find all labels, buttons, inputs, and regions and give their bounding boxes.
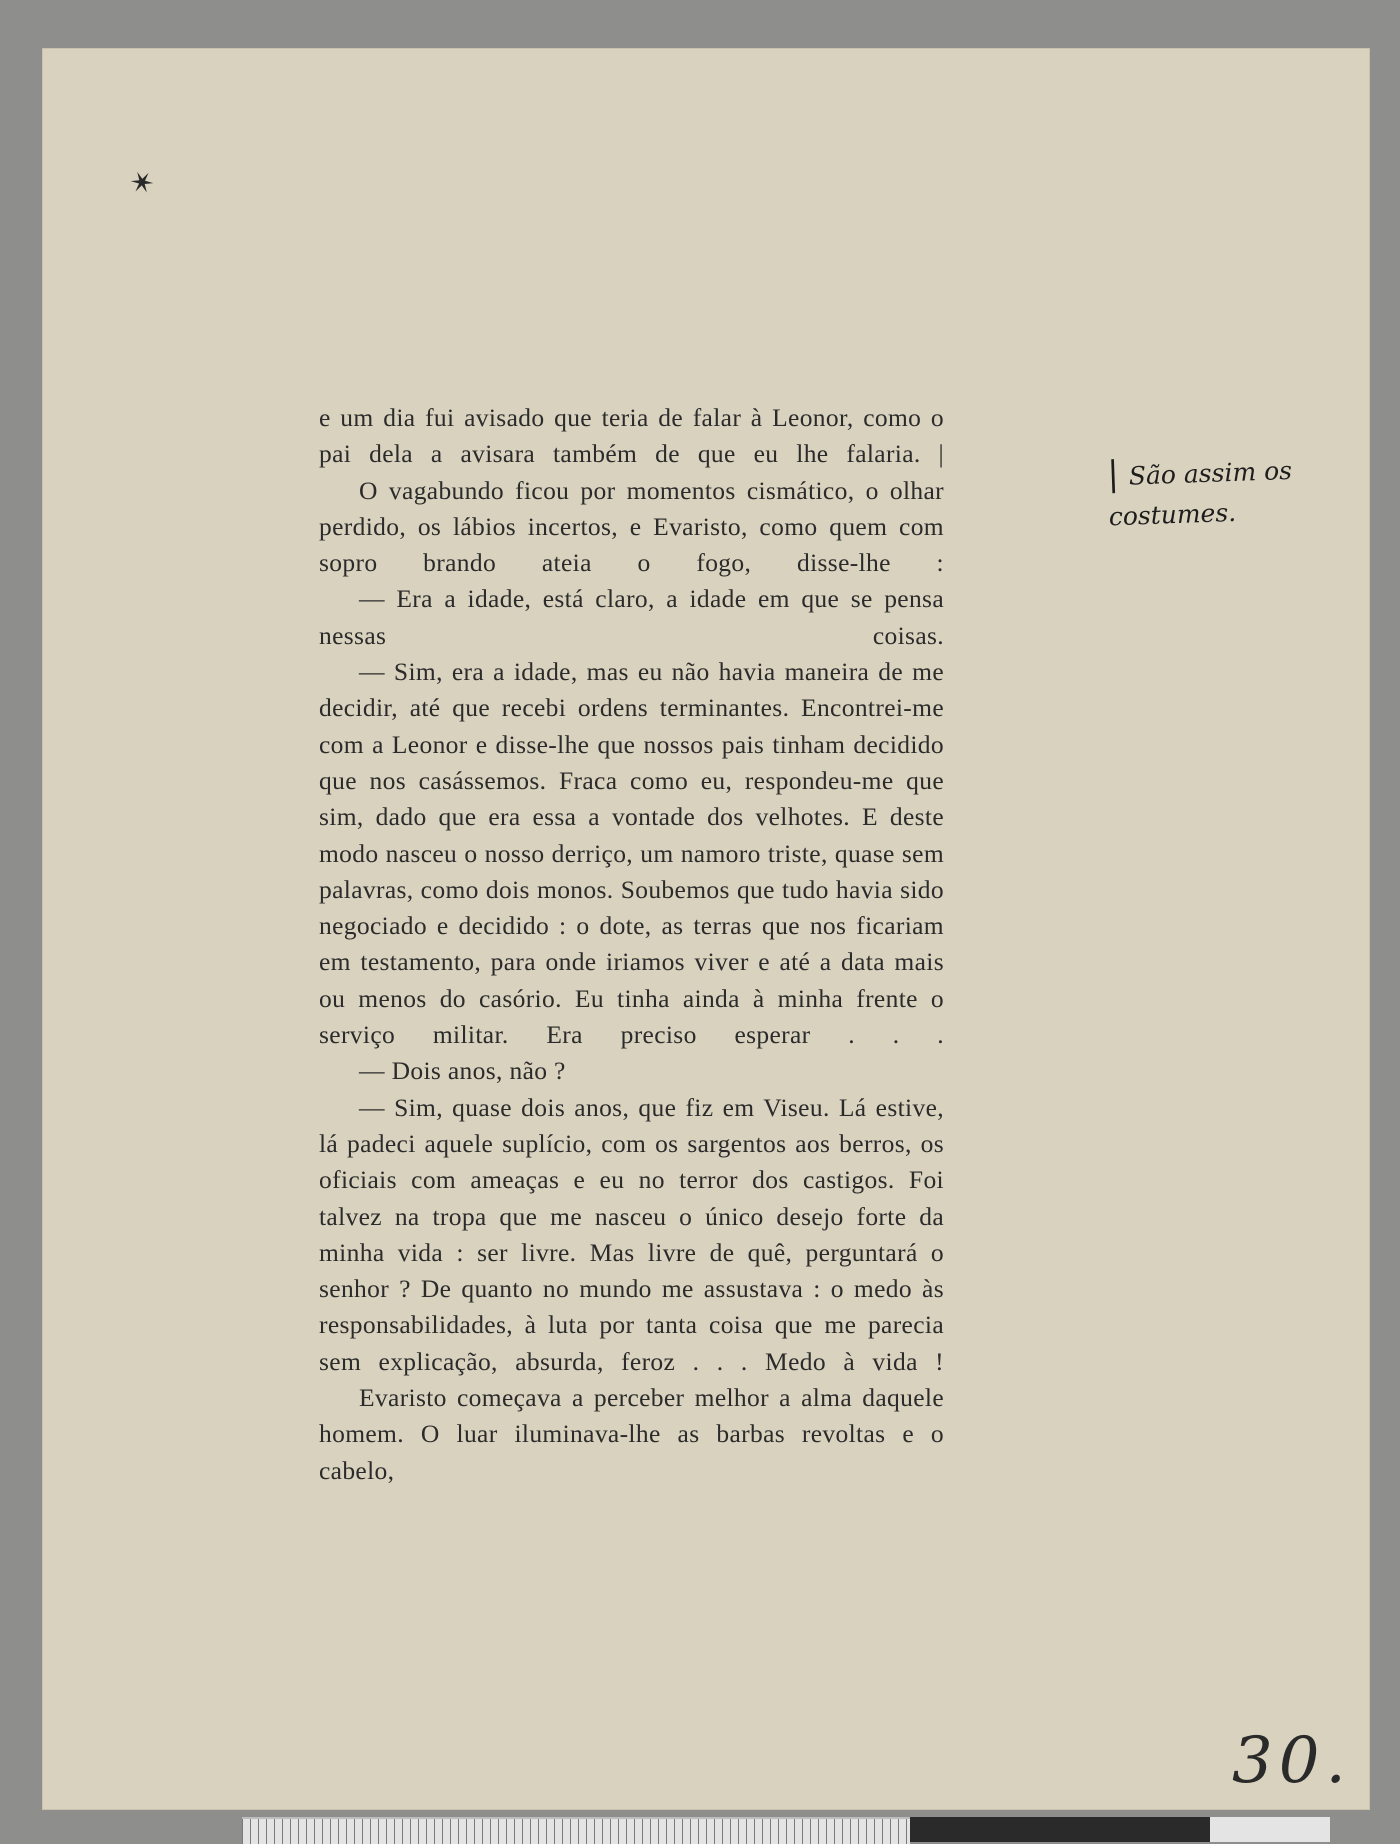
manuscript-page bbox=[42, 48, 1370, 1810]
body-text bbox=[319, 400, 944, 1489]
margin-note-bar: | bbox=[1106, 453, 1120, 495]
ruler-dark-segment bbox=[910, 1817, 1210, 1842]
paragraph-5: — Dois anos, não ? bbox=[359, 1056, 566, 1086]
ruler-ticks bbox=[242, 1817, 910, 1844]
margin-note-text: São assim os costumes. bbox=[1108, 455, 1293, 532]
page-number: 30. bbox=[1232, 1724, 1352, 1798]
scale-ruler bbox=[242, 1817, 1330, 1842]
ink-mark-icon: ✶ bbox=[124, 163, 161, 204]
paragraph-2: O vagabundo ficou por momentos cismático, o olhar perdido, os lábios incertos, e Evaristo, como quem com sopro brando ateia o fogo, disse-lhe : bbox=[319, 475, 944, 578]
paragraph-7: Evaristo começava a perceber melhor a alma daquele homem. O luar iluminava-lhe as barbas revoltas e o cabelo, bbox=[319, 1383, 944, 1485]
paragraph-4: — Sim, era a idade, mas eu não havia maneira de me decidir, até que recebi ordens terminantes. Encontrei-me com a Leonor e disse-lhe que nossos pais tinham decidido que nos casássemos. Fraca como eu, respondeu-me que sim, dado que era essa a vontade dos velhotes. E deste modo nasceu o nosso derriço, um namoro triste, quase sem palavras, como dois monos. Soubemos que tudo havia sido negociado e decidido : o dote, as terras que nos ficariam em testamento, para onde iriamos viver e até a data mais ou menos do casório. Eu tinha ainda à minha frente o serviço militar. Era preciso esperar . . . bbox=[319, 657, 944, 1050]
handwritten-margin-note bbox=[1107, 446, 1360, 538]
paragraph-1: e um dia fui avisado que teria de falar à Leonor, como o pai dela a avisara também de que eu lhe falaria. | bbox=[319, 403, 944, 469]
ruler-light-segment bbox=[1210, 1817, 1330, 1842]
paragraph-3: — Era a idade, está claro, a idade em que se pensa nessas coisas. bbox=[319, 584, 944, 650]
paragraph-6: — Sim, quase dois anos, que fiz em Viseu. Lá estive, lá padeci aquele suplício, com os sargentos aos berros, os oficiais com ameaças e eu no terror dos castigos. Foi talvez na tropa que me nasceu o único desejo forte da minha vida : ser livre. Mas livre de quê, perguntará o senhor ? De quanto no mundo me assustava : o medo às responsabilidades, à luta por tanta coisa que me parecia sem explicação, absurda, feroz . . . Medo à vida ! bbox=[319, 1092, 944, 1376]
